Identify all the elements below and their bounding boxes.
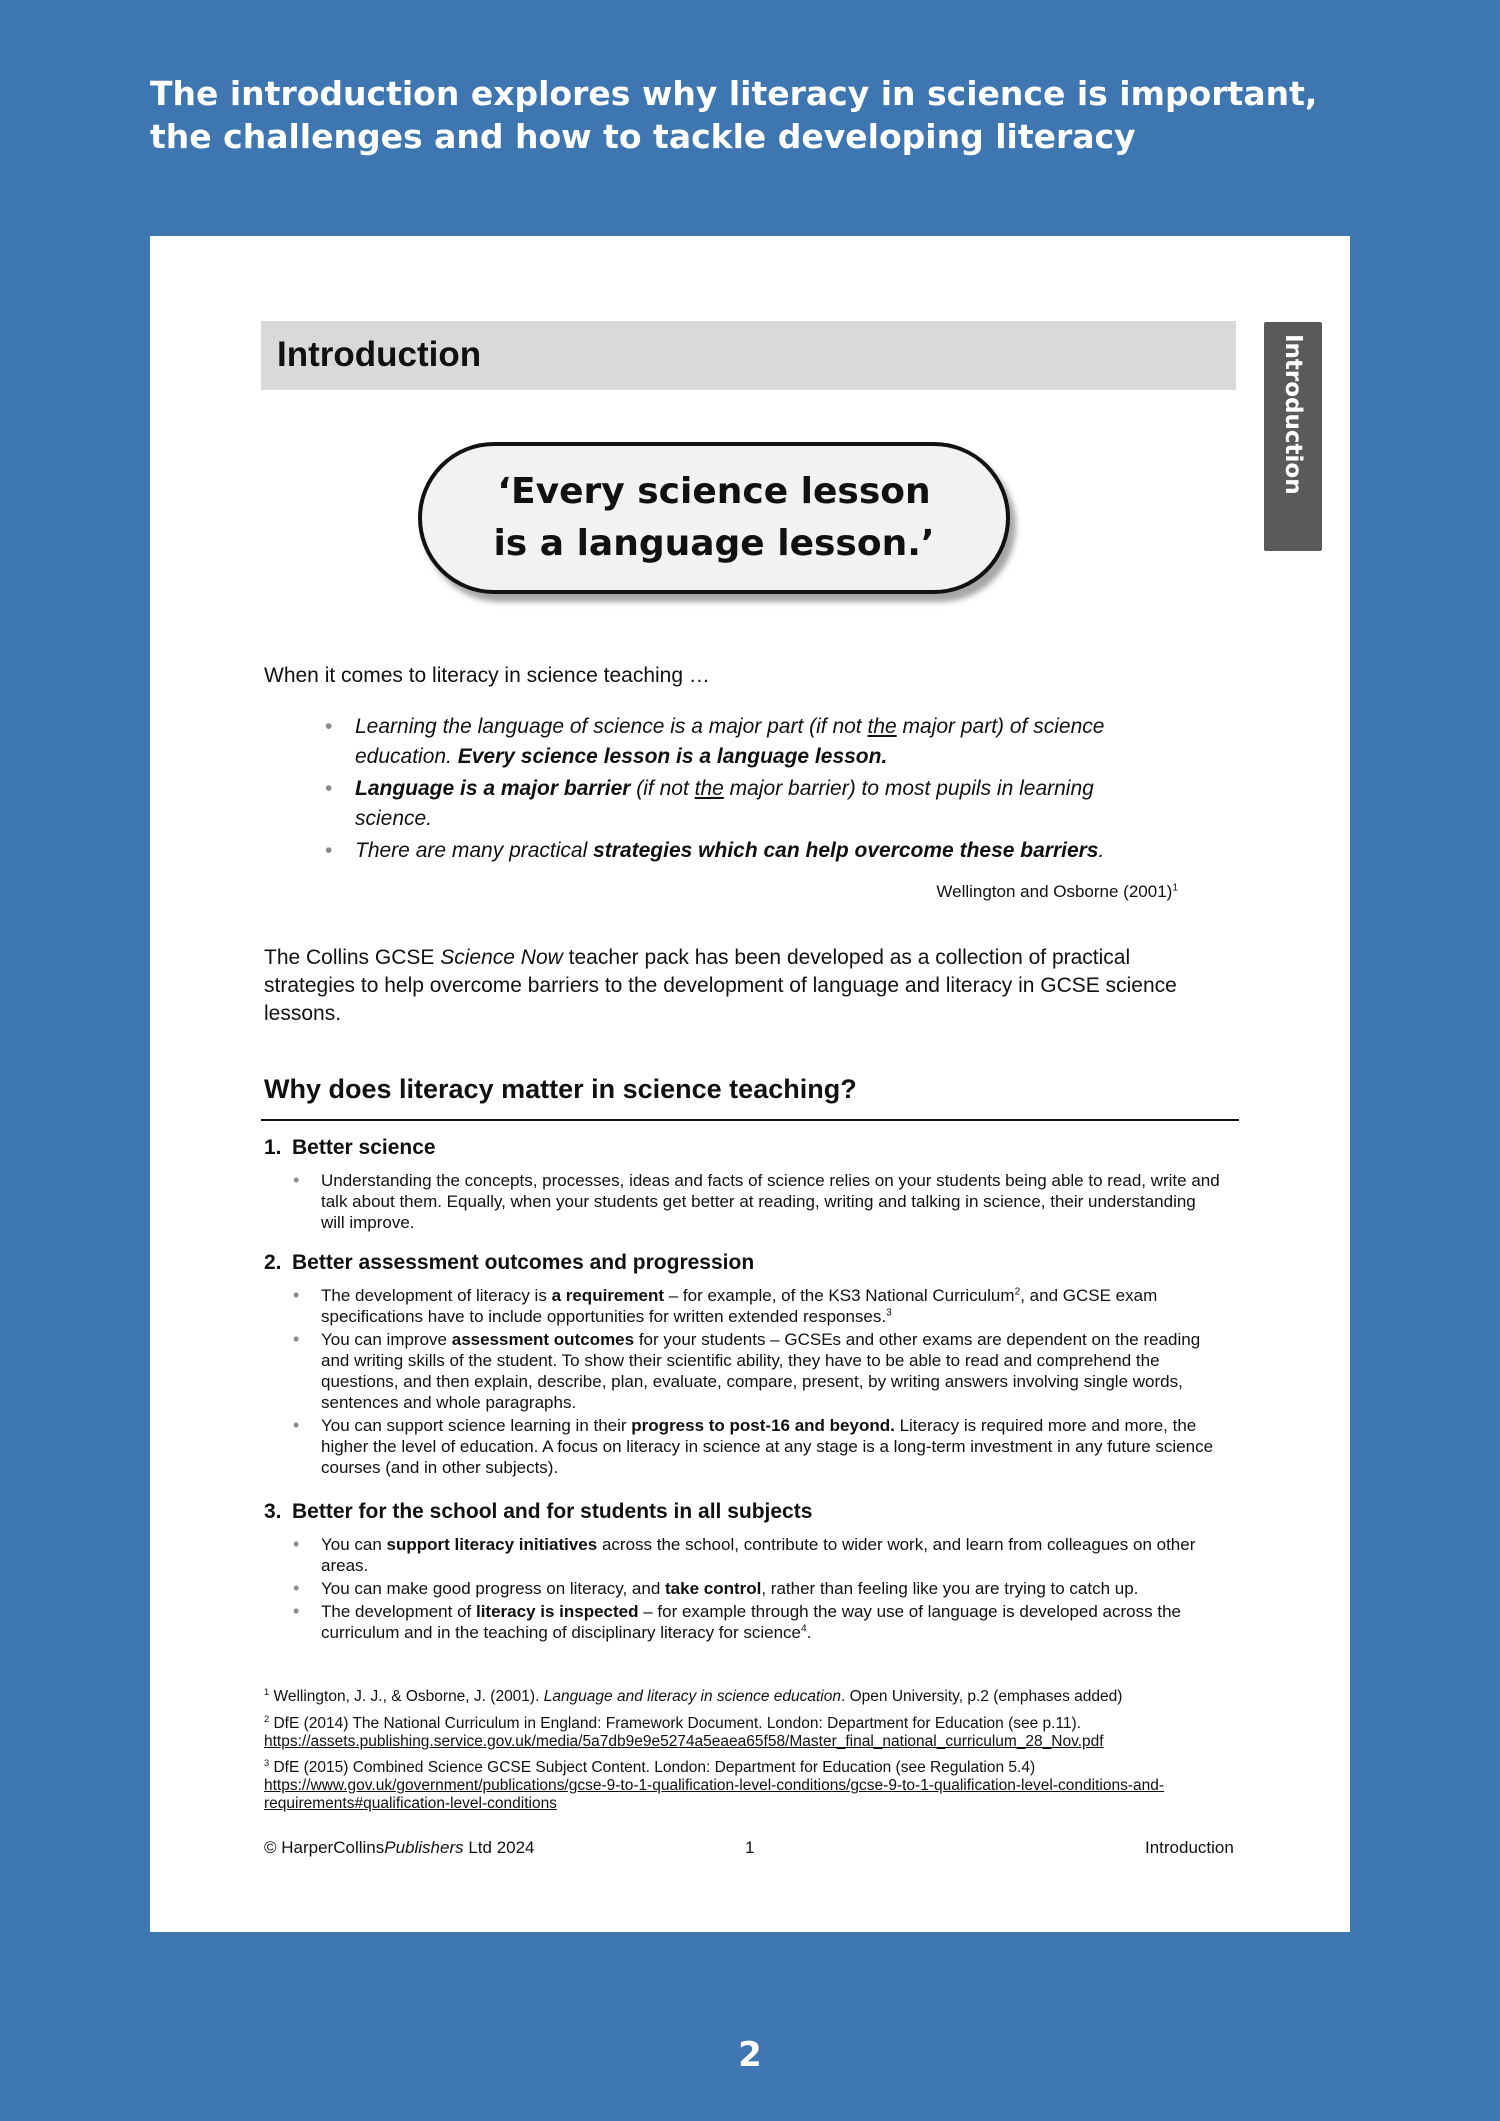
quote-callout [418, 442, 1010, 594]
outer-page-number: 2 [738, 2035, 762, 2075]
banner-line-1: The introduction explores why literacy in science is important, [150, 74, 1318, 113]
footer-page-number: 1 [745, 1838, 755, 1857]
list-item: • You can support science learning in their progress to post-16 and beyond. Literacy is required more and more, the higher the level of education. A focus on literacy in science at any stage is a long-term investment in any future science courses (and in other subjects). [321, 1415, 1221, 1478]
list-item: • Language is a major barrier (if not the major barrier) to most pupils in learning science. [355, 774, 1175, 834]
quote-text: ‘Every science lesson is a language lesson.’ [493, 471, 935, 564]
list-item: • The development of literacy is a requirement – for example, of the KS3 National Curriculum$^2$, and GCSE exam specifications have to include opportunities for written extended responses.$^3$ [321, 1285, 1221, 1327]
section-heading-3: 3. Better for the school and for students in all subjects [264, 1500, 813, 1523]
list-item: • There are many practical strategies which can help overcome these barriers. [355, 836, 1175, 866]
footer-copyright: © HarperCollinsPublishers Ltd 2024 [264, 1838, 535, 1857]
footnote-3: $^3$ DfE (2015) Combined Science GCSE Subject Content. London: Department for Education (see Regulation 5.4) https://www.gov.uk/government/publications/gcse-9-to-1-qualification-level-conditions/gcse-9-to-1-qualification-level-conditions-and-requirements#qualification-level-conditions [264, 1757, 1165, 1812]
list-item: • You can improve assessment outcomes for your students – GCSEs and other exams are dependent on the reading and writing skills of the student. To show their scientific ability, they have to be able to read and comprehend the questions, and then explain, describe, plan, evaluate, compare, present, by writing answers involving single words, sentences and whole paragraphs. [321, 1329, 1221, 1413]
list-item: • The development of literacy is inspected – for example through the way use of language is developed across the curriculum and in the teaching of disciplinary literacy for science$^4$. [321, 1601, 1221, 1643]
section-3-list [321, 1534, 1221, 1645]
side-tab [1264, 322, 1322, 551]
list-item: • Learning the language of science is a major part (if not the major part) of science education. Every science lesson is a language lesson. [355, 712, 1175, 772]
footnote-1: $^1$ Wellington, J. J., & Osborne, J. (2001). Language and literacy in science education. Open University, p.2 (emphases added) [264, 1686, 1123, 1705]
section-heading-2: 2. Better assessment outcomes and progression [264, 1251, 755, 1274]
why-heading: Why does literacy matter in science teaching? [264, 1074, 857, 1104]
banner-heading [150, 72, 1350, 158]
section-1-list [321, 1170, 1221, 1235]
heading-divider [261, 1119, 1239, 1121]
citation: Wellington and Osborne $(2001)^1$ [936, 882, 1178, 901]
lead-paragraph: When it comes to literacy in science teaching … [264, 664, 710, 687]
banner-line-2: the challenges and how to tackle developing literacy [150, 117, 1136, 156]
list-item: • You can make good progress on literacy, and take control, rather than feeling like you are trying to catch up. [321, 1578, 1221, 1599]
quote-bullet-list [355, 712, 1175, 868]
list-item: • You can support literacy initiatives across the school, contribute to wider work, and learn from colleagues on other areas. [321, 1534, 1221, 1576]
footer-section: Introduction [1145, 1838, 1234, 1857]
section-heading-1: 1. Better science [264, 1136, 436, 1159]
section-2-list [321, 1285, 1221, 1480]
section-title: Introduction [277, 335, 482, 374]
footnote-2: $^2$ DfE (2014) The National Curriculum in England: Framework Document. London: Department for Education (see p.11). https://assets.publishing.service.gov.uk/media/5a7db9e9e5274a5eaea65f58/Master_final_national_curriculum_28_Nov.pdf [264, 1713, 1104, 1750]
collins-paragraph: The Collins GCSE Science Now teacher pack has been developed as a collection of practical strategies to help overcome barriers to the development of language and literacy in GCSE science lessons. [264, 946, 1177, 1025]
section-title-bar [261, 321, 1236, 390]
footnote-3-link[interactable]: https://www.gov.uk/government/publications/gcse-9-to-1-qualification-level-conditions/gcse-9-to-1-qualification-level-conditions-and-requirements#qualification-level-conditions [264, 1777, 1165, 1812]
side-tab-label: Introduction [1280, 334, 1306, 495]
list-item: • Understanding the concepts, processes, ideas and facts of science relies on your students being able to read, write and talk about them. Equally, when your students get better at reading, writing and talking in science, their understanding will improve. [321, 1170, 1221, 1233]
footnote-2-link[interactable]: https://assets.publishing.service.gov.uk/media/5a7db9e9e5274a5eaea65f58/Master_final_national_curriculum_28_Nov.pdf [264, 1733, 1104, 1750]
